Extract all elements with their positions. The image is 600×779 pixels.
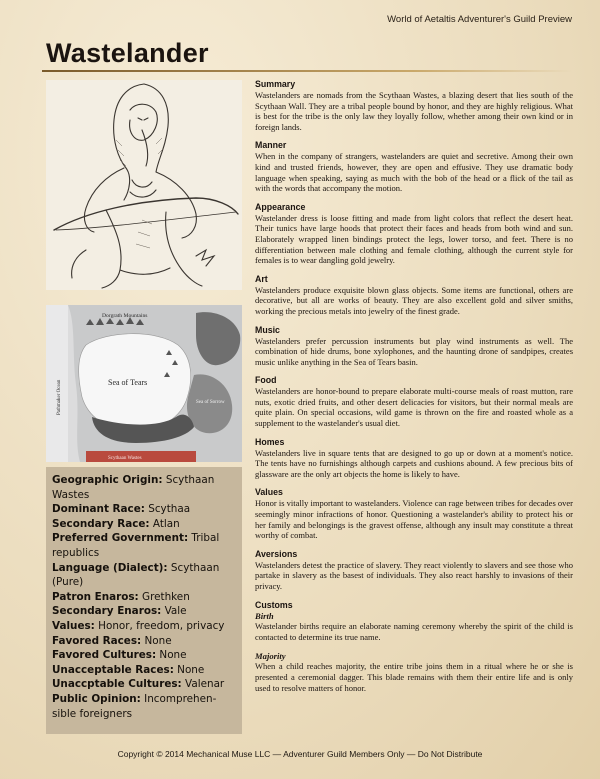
map-label-north: Dorgrath Mountains: [102, 313, 148, 319]
section-heading: Manner: [255, 140, 287, 151]
section-music: [255, 325, 573, 368]
section-food: [255, 375, 573, 428]
map-label-bottom: Scythaan Wastes: [108, 456, 142, 461]
section-heading: Art: [255, 273, 268, 284]
page-title: Wastelander: [46, 38, 209, 68]
section-text: Wastelanders are honor-bound to prepare elaborate multi-course meals of roast mutton, rare nuts, exotic dried fruits, and other desert delicacies for visitors, but their normal meals are quite plain. On special occasions, wild game is thrown on the fire and roasted whole as a supplement to the wastelander's usual diet.: [255, 386, 573, 429]
info-favored-races: Favored Races: None: [52, 634, 172, 647]
map-label-east: Sea of Sorrow: [196, 400, 225, 405]
region-map: [46, 305, 242, 462]
section-text: Wastelanders live in square tents that are designed to go up or down at a moment's notice. The tents have no furnishings although carpets and cushions abound. A few precious bits of glassware are the only art objects the home is likely to have.: [255, 447, 573, 479]
section-heading: Customs: [255, 599, 293, 610]
page-footer: Copyright © 2014 Mechanical Muse LLC — Adventurer Guild Members Only — Do Not Distribute: [117, 749, 483, 759]
section-summary: [255, 79, 573, 132]
info-unacceptable-cultures: Unaccptable Cultures: Valenar: [52, 678, 225, 691]
section-art: [255, 274, 573, 317]
section-text: Wastelanders detest the practice of slavery. They react violently to slavers and see those who partake in slavery as the basest of individuals. They also react harshly to invasions of their privacy.: [255, 559, 573, 591]
section-homes: [255, 437, 573, 480]
section-text: Wastelanders prefer percussion instruments but play wind instruments as well. The combination of hide drums, bone xylophones, and the haunting drone of sandpipes, creates music unlike anything in the Sea of Tears basin.: [255, 335, 573, 367]
info-secondary-race: Secondary Race: Atlan: [52, 517, 180, 530]
info-dominant-race: Dominant Race: Scythaa: [52, 503, 191, 516]
subsection-text: When a child reaches majority, the entire tribe joins them in a ritual where he or she is presented a ceremonial dagger. This blade remains with them their entire life and is only used to resolve matters of honor.: [255, 661, 573, 693]
subsection-text: Wastelander births require an elaborate naming ceremony whereby the spirit of the child is contacted to determine its true name.: [255, 621, 573, 642]
section-heading: Values: [255, 487, 283, 498]
info-public-opinion: Public Opinion: Incomprehen-sible foreigners: [52, 692, 217, 720]
section-heading: Food: [255, 375, 277, 386]
section-values: [255, 487, 573, 540]
section-customs: [255, 600, 573, 694]
section-manner: [255, 140, 573, 193]
subsection-heading: Majority: [255, 650, 286, 661]
wastelander-sketch: [46, 80, 242, 290]
section-text: Honor is vitally important to wastelanders. Violence can rage between tribes for decades over seemingly minor infractions of honor. Questioning a wastelander's ability to protect his or her family and belongings is the gravest offense, although any insult may constitute a threat worthy of combat.: [255, 498, 573, 541]
culture-infobox: [46, 467, 242, 734]
info-favored-cultures: Favored Cultures: None: [52, 649, 187, 662]
section-heading: Summary: [255, 79, 296, 89]
title-rule: [42, 70, 572, 72]
info-unacceptable-races: Unacceptable Races: None: [52, 663, 205, 676]
info-secondary-enaros: Secondary Enaros: Vale: [52, 605, 187, 618]
section-text: Wastelander dress is loose fitting and made from light colors that reflect the desert heat. Their tunics have large hoods that protect their faces and heads from both wind and sun. Elaborately wrapped linen bindings protect the legs, lower torso, and feet. There is no differentiation between male clothing and female clothing, although the current style for females is to wear dangling gold jewelry.: [255, 212, 573, 266]
info-geographic-origin: Geographic Origin: Scythaan Wastes: [52, 474, 215, 501]
info-patron-enaros: Patron Enaros: Grethken: [52, 590, 190, 603]
page-header-right: World of Aetaltis Adventurer's Guild Preview: [387, 14, 572, 25]
section-text: When in the company of strangers, wastelanders are quiet and secretive. Among their own kind and trusted friends, however, they are open and effusive. They use dramatic body language when speaking, saying as much with the bob of the head or a flick of the tail as with the words that accompany the motion.: [255, 151, 573, 194]
section-heading: Appearance: [255, 201, 306, 212]
section-text: Wastelanders are nomads from the Scythaan Wastes, a blazing desert that lies south of the Scythaan Wall. They are a tribal people bound by honor, and they are highly religious. What is best for the tribe is the only law they loyally follow, whether among their own kind or in foreign lands.: [255, 90, 573, 132]
map-label-center: Sea of Tears: [108, 378, 148, 387]
section-text: Wastelanders produce exquisite blown glass objects. Some items are functional, others are decorative, but all are works of beauty. They are also excellent gold and silver smiths, working the precious metals into jewelry of the finest grade.: [255, 284, 573, 316]
map-drawing: [46, 305, 242, 462]
map-label-west: Pathmaker Ocean: [57, 379, 62, 415]
section-heading: Homes: [255, 436, 285, 447]
section-heading: Music: [255, 324, 280, 335]
info-preferred-government: Preferred Government: Tribal republics: [52, 532, 220, 559]
main-text-column: [255, 79, 573, 701]
info-language: Language (Dialect): Scythaan (Pure): [52, 561, 220, 589]
section-aversions: [255, 549, 573, 592]
info-values: Values: Honor, freedom, privacy: [52, 619, 225, 632]
section-heading: Aversions: [255, 548, 298, 559]
wastelander-portrait: [46, 80, 242, 290]
subsection-heading: Birth: [255, 610, 274, 621]
section-appearance: [255, 202, 573, 266]
